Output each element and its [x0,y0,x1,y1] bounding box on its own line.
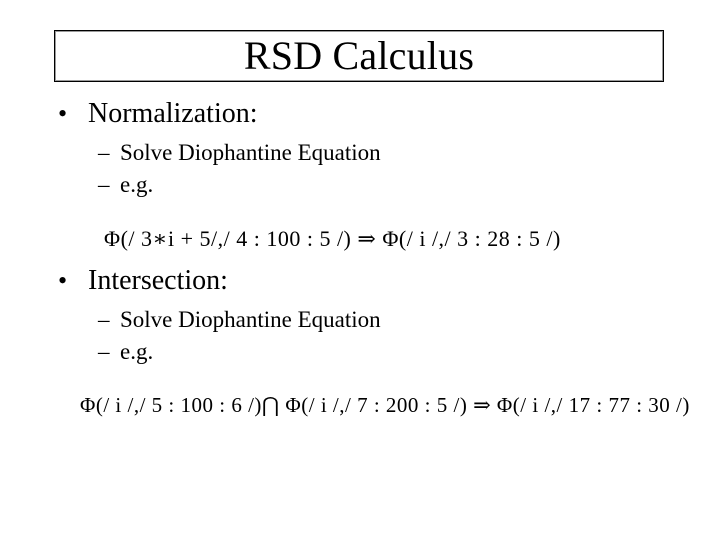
bullet-line [58,98,381,130]
formula-normalization: Φ(/ 3∗i + 5/,/ 4 : 100 : 5 /) ⇒ Φ(/ i /,/ 3 : 28 : 5 /) [104,226,561,251]
sub-item [98,339,381,365]
bullet-label: Normalization: [88,98,258,129]
dash-icon: – [98,307,110,332]
bullet-intersection [58,265,381,365]
formula-intersection: Φ(/ i /,/ 5 : 100 : 6 /)⋂ Φ(/ i /,/ 7 : 200 : 5 /) ⇒ Φ(/ i /,/ 17 : 77 : 30 /) [80,393,690,417]
dash-icon: – [98,339,110,364]
sub-item-text: e.g. [120,339,154,364]
sub-item-text: Solve Diophantine Equation [120,307,381,332]
dash-icon: – [98,172,110,197]
sub-item [98,140,381,166]
bullet-label: Intersection: [88,265,228,296]
sub-item [98,307,381,333]
sub-item [98,172,381,198]
bullet-normalization [58,98,381,198]
bullet-line [58,265,381,297]
bullet-icon: • [58,99,68,128]
sub-item-text: e.g. [120,172,154,197]
sub-item-text: Solve Diophantine Equation [120,140,381,165]
slide-title-box [54,30,664,82]
dash-icon: – [98,140,110,165]
bullet-icon: • [58,266,68,295]
slide-title: RSD Calculus [243,33,475,78]
